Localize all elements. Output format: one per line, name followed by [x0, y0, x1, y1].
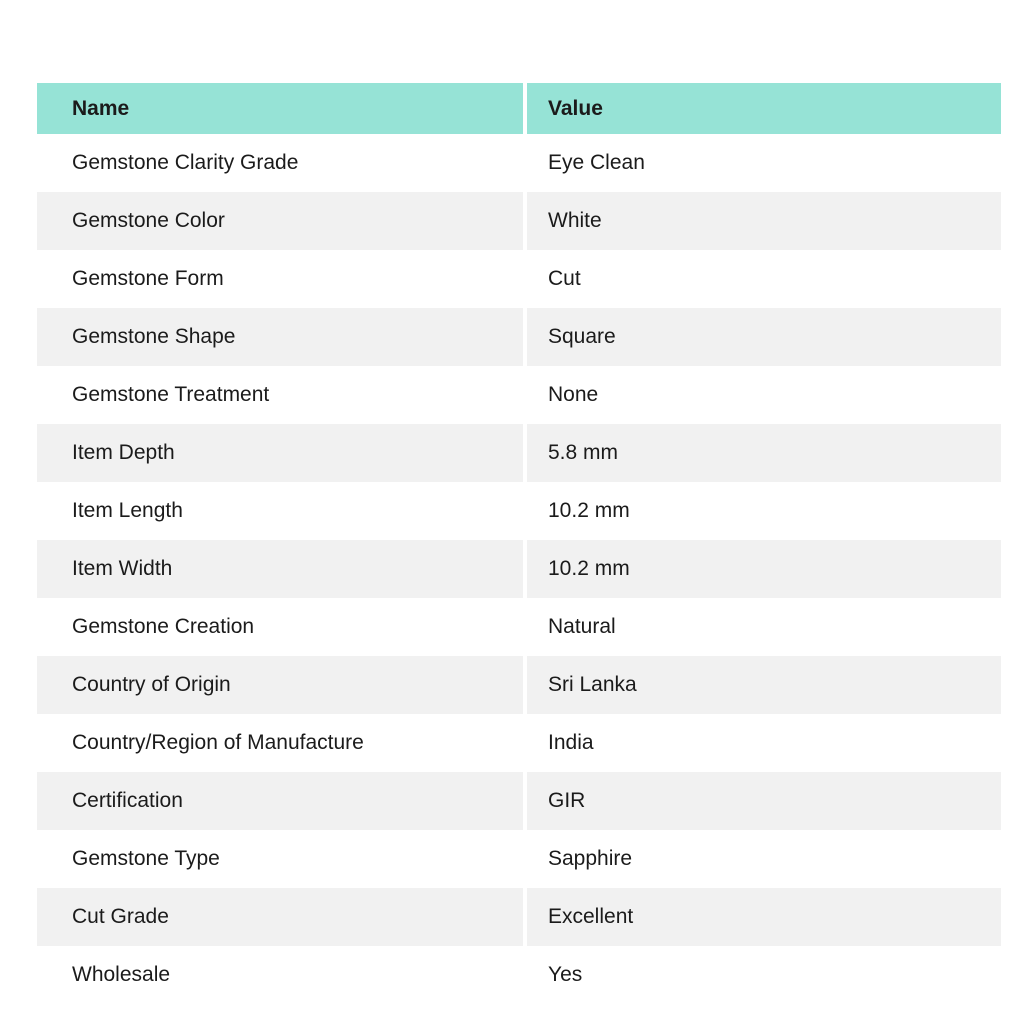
spec-name-cell: Gemstone Form: [37, 250, 523, 308]
spec-value-cell: India: [527, 714, 1001, 772]
spec-value-cell: Excellent: [527, 888, 1001, 946]
spec-value-cell: White: [527, 192, 1001, 250]
spec-value-cell: Eye Clean: [527, 134, 1001, 192]
spec-name-cell: Gemstone Shape: [37, 308, 523, 366]
table-row: [37, 482, 1001, 540]
table-row: [37, 424, 1001, 482]
spec-name-cell: Item Depth: [37, 424, 523, 482]
spec-name-cell: Item Width: [37, 540, 523, 598]
spec-table: [37, 83, 1001, 1004]
spec-name-cell: Item Length: [37, 482, 523, 540]
table-row: [37, 714, 1001, 772]
table-row: [37, 540, 1001, 598]
header-row: [37, 83, 1001, 134]
table-row: [37, 656, 1001, 714]
spec-name-cell: Wholesale: [37, 946, 523, 1004]
table-row: [37, 772, 1001, 830]
spec-value-cell: Sapphire: [527, 830, 1001, 888]
spec-name-cell: Certification: [37, 772, 523, 830]
spec-name-cell: Gemstone Color: [37, 192, 523, 250]
spec-name-cell: Country of Origin: [37, 656, 523, 714]
spec-value-cell: Square: [527, 308, 1001, 366]
spec-value-cell: Natural: [527, 598, 1001, 656]
spec-value-cell: None: [527, 366, 1001, 424]
table-row: [37, 308, 1001, 366]
table-body: [37, 134, 1001, 1004]
table-row: [37, 598, 1001, 656]
spec-value-cell: 10.2 mm: [527, 482, 1001, 540]
table-row: [37, 192, 1001, 250]
table-row: [37, 830, 1001, 888]
spec-name-cell: Country/Region of Manufacture: [37, 714, 523, 772]
spec-name-cell: Gemstone Clarity Grade: [37, 134, 523, 192]
spec-name-cell: Gemstone Treatment: [37, 366, 523, 424]
spec-name-cell: Cut Grade: [37, 888, 523, 946]
spec-name-cell: Gemstone Type: [37, 830, 523, 888]
spec-value-cell: Cut: [527, 250, 1001, 308]
spec-value-cell: GIR: [527, 772, 1001, 830]
table-row: [37, 250, 1001, 308]
spec-value-cell: 10.2 mm: [527, 540, 1001, 598]
table-row: [37, 366, 1001, 424]
table-row: [37, 134, 1001, 192]
spec-value-cell: 5.8 mm: [527, 424, 1001, 482]
header-value-label: Value: [527, 83, 1001, 134]
spec-value-cell: Sri Lanka: [527, 656, 1001, 714]
spec-name-cell: Gemstone Creation: [37, 598, 523, 656]
spec-value-cell: Yes: [527, 946, 1001, 1004]
table-row: [37, 946, 1001, 1004]
table-row: [37, 888, 1001, 946]
header-name-label: Name: [37, 83, 523, 134]
